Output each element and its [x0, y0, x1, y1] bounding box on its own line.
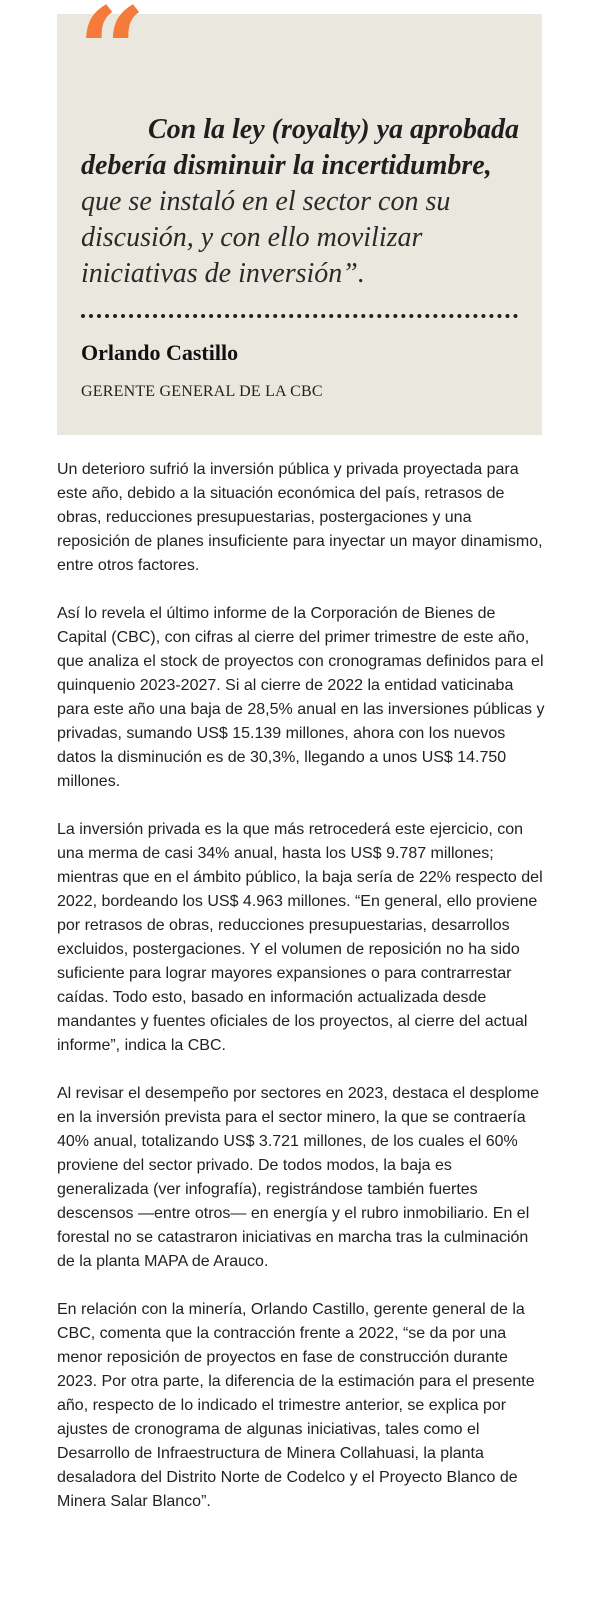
pull-quote-text [81, 112, 531, 292]
article-body [57, 458, 545, 1538]
article-paragraph-2: Así lo revela el último informe de la Corporación de Bienes de Capital (CBC), con cifras al cierre del primer trimestre de este año, que analiza el stock de proyectos con cronogramas definidos para el quinquenio 2023-2027. Si al cierre de 2022 la entidad vaticinaba para este año una baja de 28,5% anual en las inversiones públicas y privadas, sumando US$ 15.139 millones, ahora con los nuevos datos la disminución es de 30,3%, llegando a unos US$ 14.750 millones. [57, 605, 545, 790]
dotted-divider [81, 314, 518, 318]
article-paragraph-1: Un deterioro sufrió la inversión pública y privada proyectada para este año, debido a la situación económica del país, retrasos de obras, reducciones presupuestarias, postergaciones y una reposición de planes insuficiente para inyectar un mayor dinamismo, entre otros factores. [57, 461, 543, 574]
pull-quote-emphasis: Con la ley (royalty) ya aprobada debería disminuir la incertidumbre, [81, 114, 519, 181]
article-paragraph-3: La inversión privada es la que más retrocederá este ejercicio, con una merma de casi 34% anual, hasta los US$ 9.787 millones; mientras que en el ámbito público, la baja sería de 22% respecto del 2022, bordeando los US$ 4.963 millones. “En general, ello proviene por retrasos de obras, reducciones presupuestarias, desarrollos excluidos, postergaciones. Y el volumen de reposición no ha sido suficiente para lograr mayores expansiones o para contrarrestar caídas. Todo esto, basado en información actualizada desde mandantes y fuentes oficiales de los proyectos, al cierre del actual informe”, indica la CBC. [57, 821, 543, 1054]
quote-author-role: GERENTE GENERAL DE LA CBC [81, 383, 323, 400]
article-paragraph-5: En relación con la minería, Orlando Castillo, gerente general de la CBC, comenta que la contracción frente a 2022, “se da por una menor reposición de proyectos en fase de construcción durante 2023. Por otra parte, la diferencia de la estimación para el presente año, respecto de lo indicado el trimestre anterior, se explica por ajustes de cronograma de algunas iniciativas, tales como el Desarrollo de Infraestructura de Minera Collahuasi, la planta desaladora del Distrito Norte de Codelco y el Proyecto Blanco de Minera Salar Blanco”. [57, 1301, 535, 1510]
article-paragraph-4: Al revisar el desempeño por sectores en 2023, destaca el desplome en la inversión prevista para el sector minero, la que se contraería 40% anual, totalizando US$ 3.721 millones, de los cuales el 60% proviene del sector privado. De todos modos, la baja es generalizada (ver infografía), registrándose también fuertes descensos —entre otros— en energía y el rubro inmobiliario. En el forestal no se catastraron iniciativas en marcha tras la culminación de la planta MAPA de Arauco. [57, 1085, 540, 1270]
pull-quote-box [57, 0, 542, 435]
quote-mark-icon: “ [78, 0, 146, 120]
quote-author-name: Orlando Castillo [81, 340, 239, 365]
pull-quote-rest: que se instaló en el sector con su discusión, y con ello movilizar iniciativas de inversión”. [81, 186, 451, 289]
